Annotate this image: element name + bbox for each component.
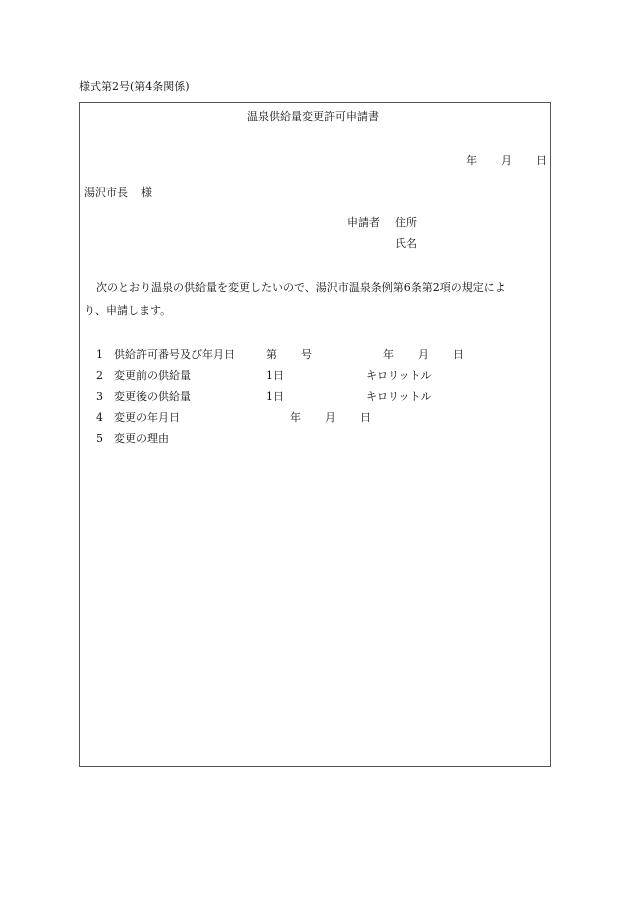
item-unit: キロリットル [366,369,432,382]
body-text-line-1: 次のとおり温泉の供給量を変更したいので、湯沢市温泉条例第6条第2項の規定によ [96,281,506,294]
item-label: 変更の理由 [114,432,169,445]
item-per-day: 1日 [266,369,284,382]
body-text-line-2: り、申請します。 [84,304,172,317]
item-permit-dai: 第 [266,348,277,361]
item-number: 5 [96,432,103,445]
item-number: 4 [96,411,103,424]
applicant-name-label: 氏名 [395,237,417,250]
item-per-day: 1日 [266,390,284,403]
item-permit-go: 号 [301,348,312,361]
item-label: 供給許可番号及び年月日 [114,348,235,361]
item-label: 変更前の供給量 [114,369,191,382]
item-label: 変更後の供給量 [114,390,191,403]
form-number: 様式第2号(第4条関係) [79,80,190,93]
form-title: 温泉供給量変更許可申請書 [247,110,379,123]
item-number: 3 [96,390,103,403]
date-day-label: 日 [536,154,547,167]
item-month-label: 月 [325,411,336,424]
date-month-label: 月 [501,154,512,167]
addressee-name: 湯沢市長 [84,186,128,199]
addressee-honorific: 様 [141,186,152,199]
item-number: 1 [96,348,103,361]
date-year-label: 年 [466,154,477,167]
applicant-address-label: 住所 [395,216,417,229]
item-day-label: 日 [360,411,371,424]
item-month-label: 月 [418,348,429,361]
item-number: 2 [96,369,103,382]
item-unit: キロリットル [366,390,432,403]
item-label: 変更の年月日 [114,411,180,424]
applicant-label: 申請者 [347,216,380,229]
item-year-label: 年 [383,348,394,361]
item-day-label: 日 [453,348,464,361]
item-year-label: 年 [290,411,301,424]
